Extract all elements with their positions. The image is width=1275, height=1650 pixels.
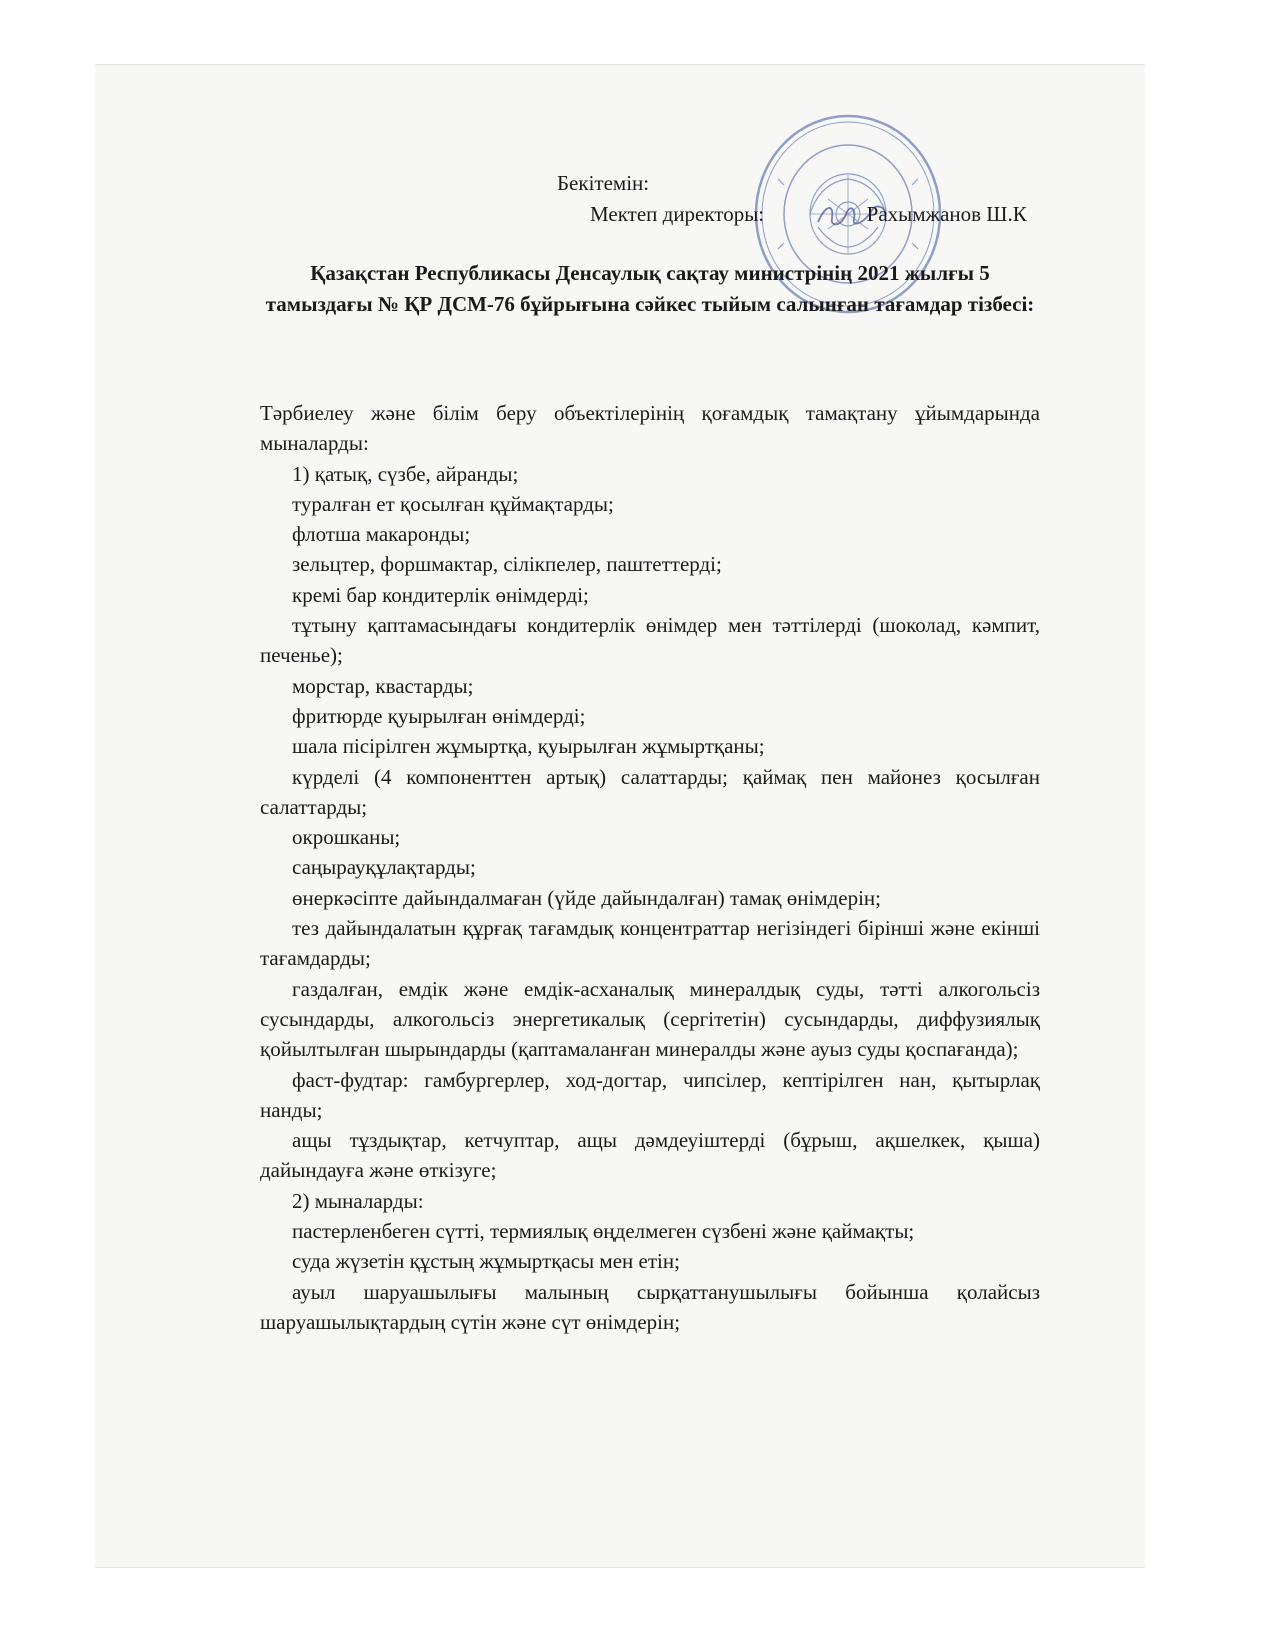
- list-item: пастерленбеген сүтті, термиялық өңделмеген сүзбені және қаймақты;: [292, 1219, 915, 1244]
- approval-label: Бекітемін:: [557, 171, 650, 195]
- intro-paragraph: Тәрбиелеу және білім беру объектілерінің қоғамдық тамақтану ұйымдарында мыналарды:: [260, 401, 1040, 456]
- document-title: Қазақстан Республикасы Денсаулық сақтау министрінің 2021 жылғы 5 тамыздағы № ҚР ДСМ-76 бұйрығына сәйкес тыйым салынған тағамдар тізбесі:: [265, 261, 1035, 316]
- list-item: туралған ет қосылған құймақтарды;: [292, 491, 614, 516]
- list-item: күрделі (4 компоненттен артық) салаттарды; қаймақ пен майонез қосылған салаттарды;: [260, 764, 1040, 819]
- list-item: саңырауқұлақтарды;: [292, 855, 476, 880]
- list-item: фритюрде қуырылған өнімдерді;: [292, 703, 586, 728]
- list-item: 2) мыналарды:: [292, 1188, 424, 1213]
- director-name: Рахымжанов Ш.К: [866, 202, 1027, 226]
- list-item: фаст-фудтар: гамбургерлер, ход-догтар, чипсілер, кептірілген нан, қытырлақ нанды;: [260, 1067, 1040, 1122]
- list-item: окрошканы;: [292, 825, 401, 850]
- list-item: газдалған, емдік және емдік-асханалық минералдық суды, тәтті алкогольсіз сусындарды, алкогольсіз энергетикалық (сергітетін) сусындарды, диффузиялық қойылтылған шырындарды (қаптамаланған минералды және ауыз суды қоспағанда);: [260, 976, 1040, 1062]
- list-item: флотша макаронды;: [292, 522, 471, 547]
- list-item: кремі бар кондитерлік өнімдерді;: [292, 582, 589, 607]
- approval-block: [557, 168, 1027, 230]
- list-item: зельцтер, форшмактар, сілікпелер, паштеттерді;: [292, 552, 722, 577]
- document-body: [260, 398, 1040, 1337]
- approval-position-line: [590, 199, 1027, 230]
- list-item: шала пісірілген жұмыртқа, қуырылған жұмыртқаны;: [292, 734, 765, 759]
- list-item: тез дайындалатын құрғақ тағамдық концентраттар негізіндегі бірінші және екінші тағамдарды;: [260, 916, 1040, 971]
- list-item: морстар, квастарды;: [292, 673, 474, 698]
- list-item: өнеркәсіпте дайындалмаған (үйде дайындалған) тамақ өнімдерін;: [292, 885, 881, 910]
- list-item: ащы тұздықтар, кетчуптар, ащы дәмдеуіштерді (бұрыш, ақшелкек, қыша) дайындауға және өткізуге;: [260, 1128, 1040, 1183]
- list-item: тұтыну қаптамасындағы кондитерлік өнімдер мен тәттілерді (шоколад, кәмпит, печенье);: [260, 613, 1040, 668]
- director-position: Мектеп директоры:: [590, 202, 765, 226]
- list-item: суда жүзетін құстың жұмыртқасы мен етін;: [292, 1249, 680, 1274]
- list-item: ауыл шаруашылығы малының сырқаттанушылығы бойынша қолайсыз шаруашылықтардың сүтін және сүт өнімдерін;: [260, 1279, 1040, 1334]
- list-item: 1) қатық, сүзбе, айранды;: [292, 461, 519, 486]
